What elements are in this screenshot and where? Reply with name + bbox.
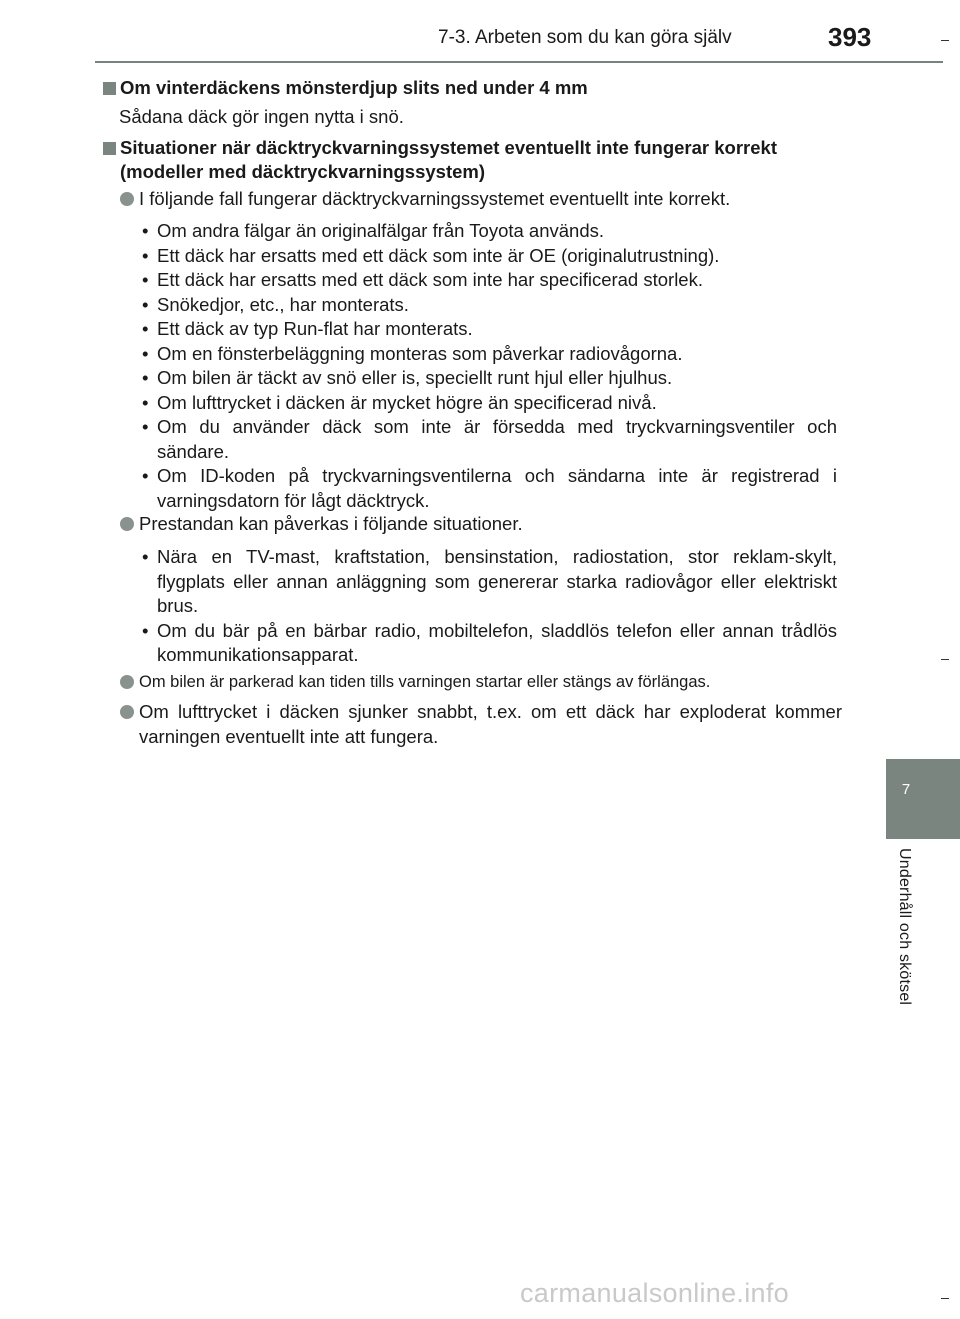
section-title: 7-3. Arbeten som du kan göra själv: [438, 27, 732, 48]
chapter-tab: [886, 759, 960, 839]
watermark: carmanualsonline.info: [520, 1278, 789, 1308]
bullet-list: [142, 219, 837, 513]
dot-item: Om lufttrycket i däcken sjunker snabbt, t.ex. om ett däck har exploderat kommer varningen eventuellt inte att fungera.: [120, 700, 842, 749]
list-item: • Om bilen är täckt av snö eller is, speciellt runt hjul eller hjulhus.: [142, 366, 837, 391]
body-text: Sådana däck gör ingen nytta i snö.: [119, 106, 404, 127]
square-bullet-icon: [103, 142, 116, 155]
page-number: 393: [828, 22, 872, 52]
dot-item: Om bilen är parkerad kan tiden tills varningen startar eller stängs av förlängas.: [120, 670, 842, 695]
list-item: • Om andra fälgar än originalfälgar från Toyota används.: [142, 219, 837, 244]
section-heading: Situationer när däcktryckvarningssystemet eventuellt inte fungerar korrekt (modeller med däcktryckvarningssystem): [103, 136, 848, 184]
circle-bullet-icon: [120, 192, 134, 206]
list-item: • Ett däck har ersatts med ett däck som inte är OE (originalutrustning).: [142, 244, 837, 269]
header-divider: [95, 61, 943, 63]
list-item: • Snökedjor, etc., har monterats.: [142, 293, 837, 318]
list-item: • Om du använder däck som inte är försedda med tryckvarningsventiler och sändare.: [142, 415, 837, 464]
crop-mark: [941, 1298, 949, 1299]
square-bullet-icon: [103, 82, 116, 95]
dot-item: I följande fall fungerar däcktryckvarningssystemet eventuellt inte korrekt.: [120, 187, 842, 212]
list-item: • Om ID-koden på tryckvarningsventilerna och sändarna inte är registrerad i varningsdatorn för lågt däcktryck.: [142, 464, 837, 513]
chapter-number: 7: [901, 781, 911, 798]
crop-mark: [941, 40, 949, 41]
section-heading: Om vinterdäckens mönsterdjup slits ned under 4 mm: [103, 76, 848, 100]
list-item: • Ett däck av typ Run-flat har monterats.: [142, 317, 837, 342]
list-item: • Om du bär på en bärbar radio, mobiltelefon, sladdlös telefon eller annan trådlös kommunikationsapparat.: [142, 619, 837, 668]
crop-mark: [941, 659, 949, 660]
list-item: • Om en fönsterbeläggning monteras som påverkar radiovågorna.: [142, 342, 837, 367]
list-item: • Nära en TV-mast, kraftstation, bensinstation, radiostation, stor reklam-skylt, flygplats eller annan anläggning som genererar starka radiovågor eller elektriskt brus.: [142, 545, 837, 619]
dot-item: Prestandan kan påverkas i följande situationer.: [120, 512, 842, 537]
list-item: • Om lufttrycket i däcken är mycket högre än specificerad nivå.: [142, 391, 837, 416]
chapter-title: Underhåll och skötsel: [896, 848, 913, 1006]
circle-bullet-icon: [120, 705, 134, 719]
circle-bullet-icon: [120, 517, 134, 531]
list-item: • Ett däck har ersatts med ett däck som inte har specificerad storlek.: [142, 268, 837, 293]
circle-bullet-icon: [120, 675, 134, 689]
bullet-list: [142, 545, 837, 668]
